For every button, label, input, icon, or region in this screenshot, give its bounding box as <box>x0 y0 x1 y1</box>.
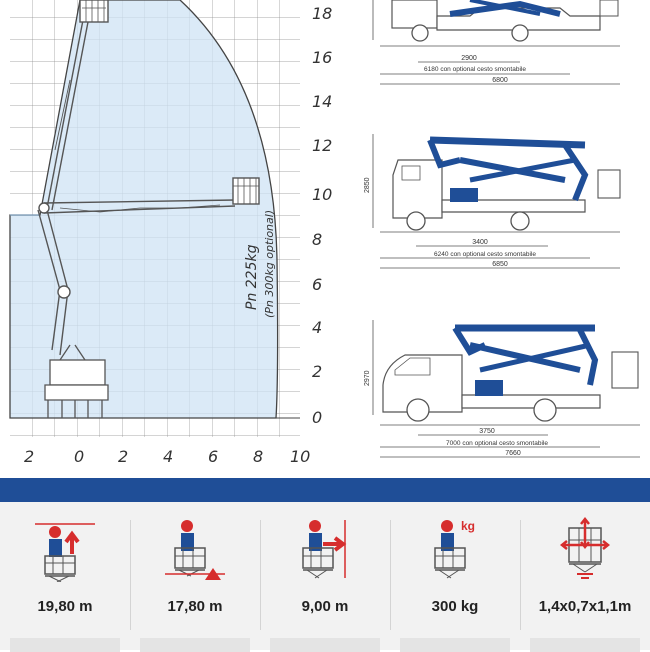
x-tick: 8 <box>253 447 264 466</box>
height-dimension: 2850 <box>364 177 371 193</box>
spec-load-capacity <box>390 502 520 634</box>
specs-row <box>0 502 650 650</box>
spec-value: 19,80 m <box>37 598 93 615</box>
spec-basket-dimensions <box>520 502 650 634</box>
truck-side-view <box>364 134 620 268</box>
y-axis-ticks <box>312 4 332 427</box>
y-tick: 4 <box>312 318 323 337</box>
dimension-label: 6850 <box>492 261 508 268</box>
spec-outreach <box>260 502 390 634</box>
dimension-label: 2900 <box>461 55 477 62</box>
y-tick: 2 <box>312 362 323 381</box>
y-tick: 0 <box>312 408 323 427</box>
x-tick: 4 <box>163 447 174 466</box>
section-band <box>0 478 650 502</box>
working-height-icon <box>35 516 95 582</box>
outreach-icon <box>295 516 355 582</box>
truck-side-view <box>364 320 640 457</box>
spec-value: 300 kg <box>431 598 479 615</box>
spec-working-height <box>0 502 130 634</box>
x-tick: 2 <box>24 447 35 466</box>
basket-dimensions-icon <box>555 516 615 582</box>
y-tick: 18 <box>312 4 333 23</box>
y-tick: 14 <box>312 92 333 111</box>
spec-platform-height <box>130 502 260 634</box>
y-tick: 10 <box>312 185 333 204</box>
x-axis-ticks <box>24 447 310 466</box>
dimension-label: 3400 <box>472 239 488 246</box>
y-tick: 8 <box>312 230 323 249</box>
spec-value: 9,00 m <box>301 598 349 615</box>
spec-value: 17,80 m <box>167 598 223 615</box>
svg-text:kg: kg <box>461 519 476 533</box>
load-label: Pn 225kg <box>244 244 260 310</box>
x-tick: 6 <box>208 447 219 466</box>
height-dimension: 2970 <box>364 370 371 386</box>
y-tick: 16 <box>312 48 333 67</box>
load-capacity-icon <box>425 516 485 582</box>
dimension-label: 7660 <box>505 450 521 457</box>
x-tick: 2 <box>118 447 129 466</box>
load-optional-label: (Pn 300kg optional) <box>263 209 276 318</box>
x-tick: 0 <box>74 447 85 466</box>
dimension-label: 3750 <box>479 428 495 435</box>
dimension-label: 6800 <box>492 77 508 84</box>
x-tick: 10 <box>290 447 311 466</box>
spec-value: 1,4x0,7x1,1m <box>538 598 632 615</box>
truck-side-view <box>373 0 620 84</box>
dimension-label: 6180 con optional cesto smontabile <box>424 66 526 73</box>
dimension-label: 7000 con optional cesto smontabile <box>446 440 548 447</box>
y-tick: 12 <box>312 136 333 155</box>
y-tick: 6 <box>312 275 323 294</box>
dimension-label: 6240 con optional cesto smontabile <box>434 251 536 258</box>
platform-height-icon <box>165 516 225 582</box>
